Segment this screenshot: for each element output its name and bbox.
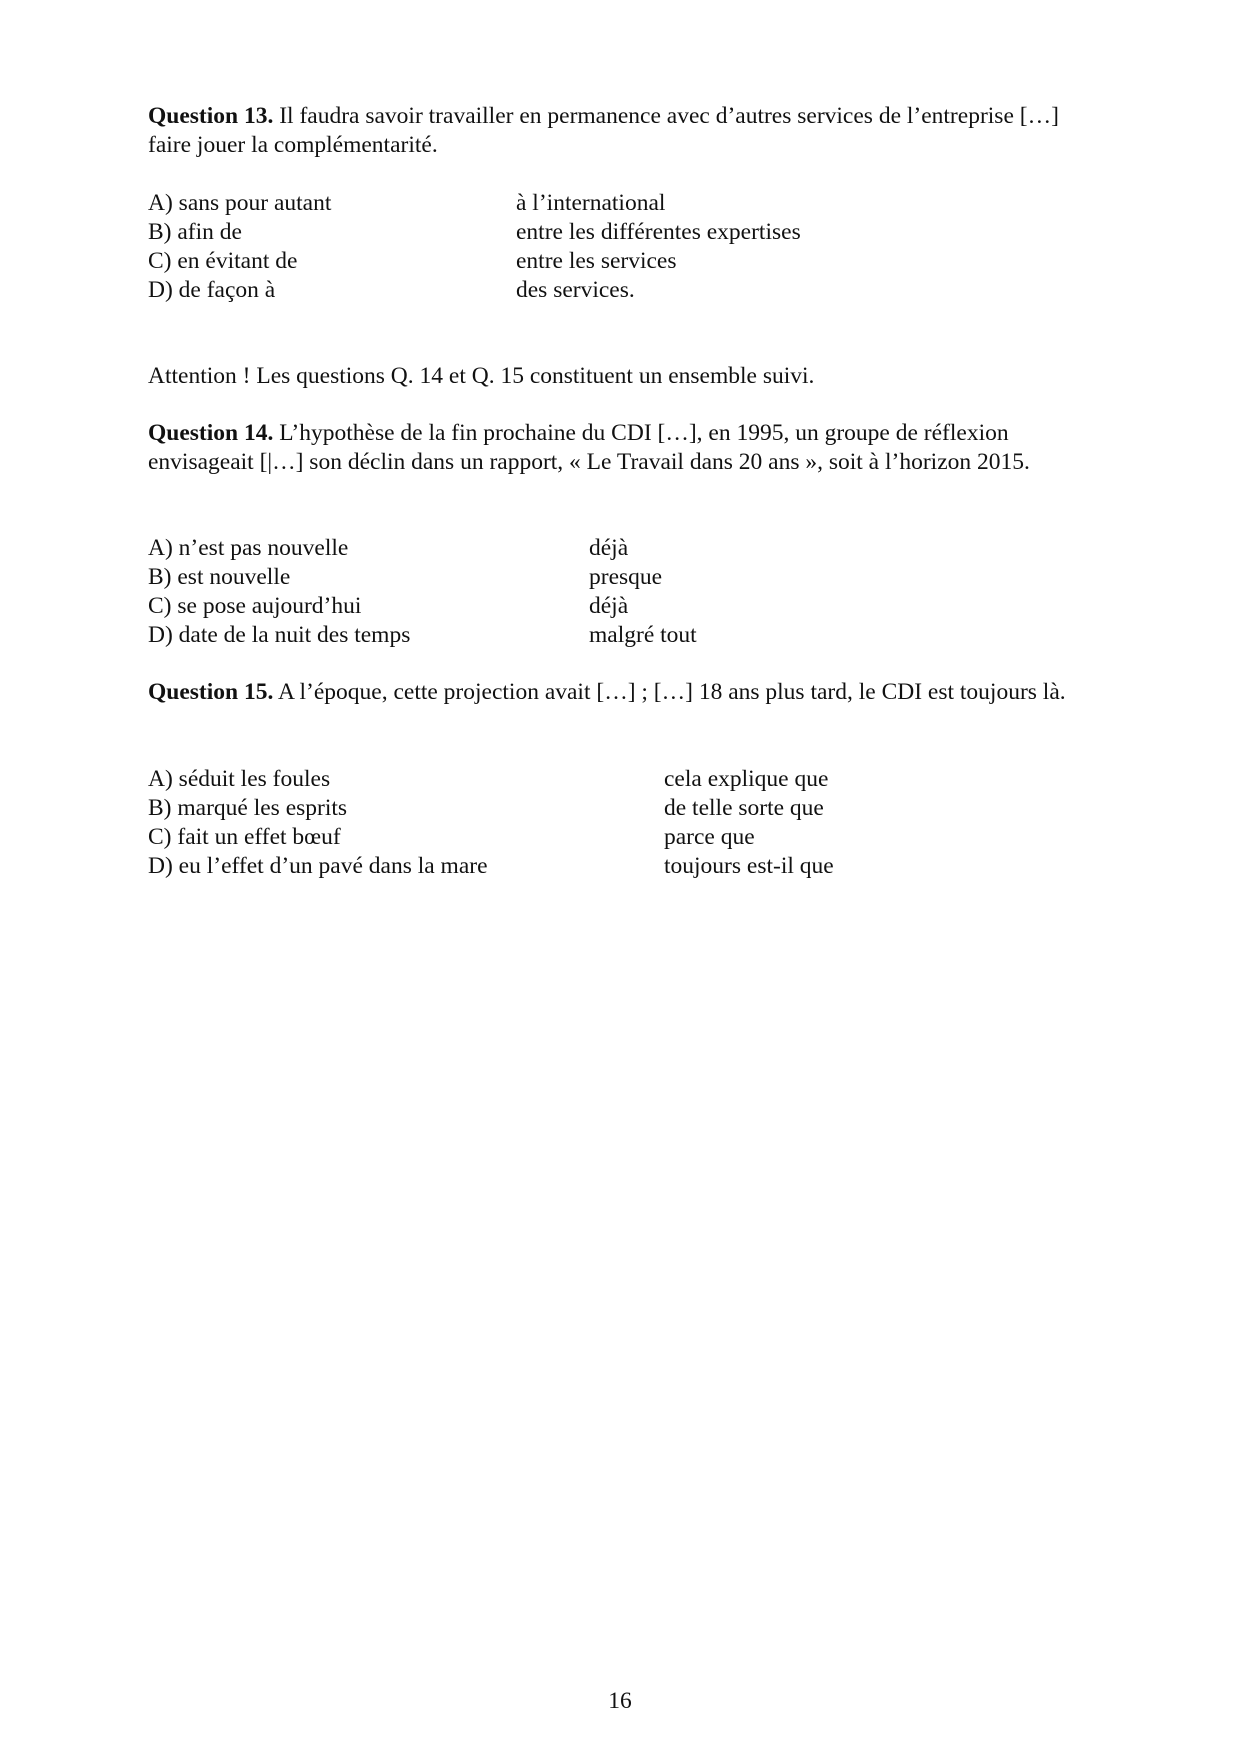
option-b-col2: entre les différentes expertises <box>516 219 801 245</box>
attention-note <box>148 362 1088 391</box>
option-c-col1: C) se pose aujourd’hui <box>148 593 362 619</box>
page-number: 16 <box>608 1688 632 1714</box>
question-15 <box>148 678 1088 707</box>
option-row <box>148 276 848 305</box>
question-15-options <box>148 765 948 881</box>
question-13-number: Question 13. <box>148 103 274 129</box>
option-b-col2: de telle sorte que <box>664 795 824 821</box>
option-a-col1: A) n’est pas nouvelle <box>148 535 349 561</box>
option-d-col1: D) de façon à <box>148 277 276 303</box>
question-14-number: Question 14. <box>148 420 274 446</box>
option-row <box>148 218 848 247</box>
option-row <box>148 765 948 794</box>
option-row <box>148 592 848 621</box>
option-row <box>148 534 848 563</box>
question-14 <box>148 419 1088 477</box>
question-13 <box>148 102 1088 160</box>
option-d-col1: D) eu l’effet d’un pavé dans la mare <box>148 853 488 879</box>
question-15-body: A l’époque, cette projection avait […] ; […] 18 ans plus tard, le CDI est toujours là. <box>273 679 1066 705</box>
option-row <box>148 563 848 592</box>
option-row <box>148 852 948 881</box>
option-d-col1: D) date de la nuit des temps <box>148 622 411 648</box>
question-14-text <box>148 419 1088 477</box>
option-a-col2: cela explique que <box>664 766 829 792</box>
question-13-body: Il faudra savoir travailler en permanence avec d’autres services de l’entreprise […] faire jouer la complémentarité. <box>148 103 1059 158</box>
option-row <box>148 794 948 823</box>
question-13-text <box>148 102 1088 160</box>
question-14-options <box>148 534 848 650</box>
question-14-body: L’hypothèse de la fin prochaine du CDI […], en 1995, un groupe de réflexion envisageait [|…] son déclin dans un rapport, « Le Travail dans 20 ans », soit à l’horizon 2015. <box>148 420 1030 475</box>
question-13-options <box>148 189 848 305</box>
option-a-col2: à l’international <box>516 190 666 216</box>
option-c-col2: entre les services <box>516 248 677 274</box>
option-a-col2: déjà <box>589 535 629 561</box>
option-c-col2: déjà <box>589 593 629 619</box>
option-b-col1: B) marqué les esprits <box>148 795 348 821</box>
option-d-col2: des services. <box>516 277 635 303</box>
option-a-col1: A) séduit les foules <box>148 766 331 792</box>
option-b-col2: presque <box>589 564 663 590</box>
option-row <box>148 189 848 218</box>
option-row <box>148 823 948 852</box>
option-d-col2: toujours est-il que <box>664 853 834 879</box>
option-b-col1: B) afin de <box>148 219 242 245</box>
option-c-col1: C) en évitant de <box>148 248 298 274</box>
question-15-text <box>148 678 1088 707</box>
option-d-col2: malgré tout <box>589 622 697 648</box>
option-b-col1: B) est nouvelle <box>148 564 291 590</box>
option-row <box>148 247 848 276</box>
question-15-number: Question 15. <box>148 679 274 705</box>
attention-text: Attention ! Les questions Q. 14 et Q. 15 constituent un ensemble suivi. <box>148 363 815 389</box>
option-c-col1: C) fait un effet bœuf <box>148 824 341 850</box>
option-a-col1: A) sans pour autant <box>148 190 332 216</box>
option-row <box>148 621 848 650</box>
option-c-col2: parce que <box>664 824 755 850</box>
